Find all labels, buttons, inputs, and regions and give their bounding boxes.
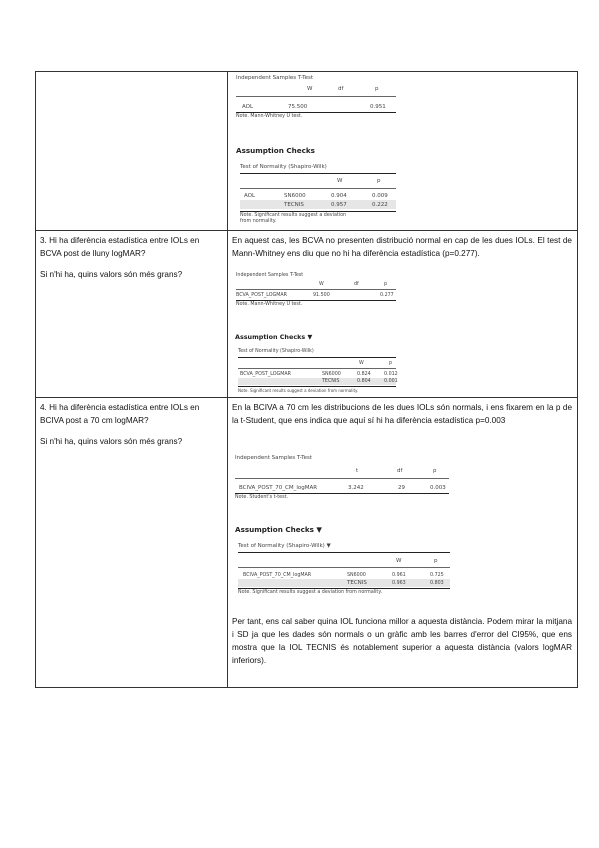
question-4 <box>40 401 222 456</box>
norm-row1-p: 0.012 <box>384 372 398 377</box>
ttest-note: Note. Mann-Whitney U test. <box>236 302 303 307</box>
ttest-title: Independent Samples T-Test <box>236 75 314 81</box>
normality-title: Test of Normality (Shapiro-Wilk) ▼ <box>238 543 331 549</box>
norm-col-w: W <box>337 178 343 184</box>
col-header-p: p <box>384 282 388 287</box>
assumption-checks-title: Assumption Checks <box>236 146 315 155</box>
row-divider <box>36 230 577 231</box>
norm-row2-group: TECNIS <box>284 202 304 208</box>
question-3-followup: Si n'hi ha, quins valors són més grans? <box>40 270 183 279</box>
norm-row2-w: 0.957 <box>331 202 347 208</box>
jasp-output-row3 <box>234 455 446 600</box>
answer-4-text: En la BCIVA a 70 cm les distribucions de les dues IOLs són normals, i ens fixarem en la p de la t-Student, que ens indica que aquí sí hi ha diferència estadística p=0.003 <box>232 403 572 425</box>
assumption-checks-title: Assumption Checks ▼ <box>235 525 322 534</box>
ttest-row-p: 0.951 <box>370 104 386 110</box>
norm-row2-p: 0.222 <box>372 202 388 208</box>
normality-title: Test of Normality (Shapiro-Wilk) <box>238 349 314 354</box>
jasp-output-row2 <box>234 273 414 395</box>
ttest-row-w: 75.500 <box>288 104 308 110</box>
norm-row1-p: 0.725 <box>430 573 444 578</box>
ttest-row-df: 29 <box>398 485 405 491</box>
norm-col-p: p <box>377 178 381 184</box>
col-header-w: W <box>307 86 313 92</box>
assumption-checks-title: Assumption Checks ▼ <box>235 333 313 341</box>
norm-row2-group: TECNIS <box>322 379 340 384</box>
norm-row2-p: 0.001 <box>384 379 398 384</box>
norm-row1-w: 0.961 <box>392 573 406 578</box>
col-header-p: p <box>433 468 437 474</box>
ttest-row-label: AOL <box>242 104 254 110</box>
row-divider <box>36 397 577 398</box>
norm-col-p: p <box>434 558 438 564</box>
col-header-t: t <box>356 468 359 474</box>
norm-row1-w: 0.904 <box>331 193 347 199</box>
norm-row1-group: SN6000 <box>322 372 341 377</box>
question-3-text: 3. Hi ha diferència estadística entre IOLs en BCVA post de lluny logMAR? <box>40 236 200 258</box>
column-divider <box>227 72 228 687</box>
col-header-p: p <box>375 86 379 92</box>
question-4-text: 4. Hi ha diferència estadística entre IOLs en BCIVA post a 70 cm logMAR? <box>40 403 200 425</box>
col-header-df: df <box>397 468 403 474</box>
col-header-w: W <box>319 282 324 287</box>
norm-col-w: W <box>396 558 402 564</box>
ttest-row-label: BCIVA_POST_70_CM_logMAR <box>239 485 318 491</box>
norm-row1-p: 0.009 <box>372 193 388 199</box>
norm-row1-group: SN6000 <box>284 193 306 199</box>
col-header-df: df <box>338 86 344 92</box>
norm-col-w: W <box>359 361 364 366</box>
col-header-df: df <box>354 282 359 287</box>
answer-3-text: En aquest cas, les BCVA no presenten distribució normal en cap de les dues IOLs. El test de Mann-Whitney ens diu que no hi ha diferència estadística (p=0.277). <box>232 236 572 258</box>
norm-col-p: p <box>389 361 393 366</box>
ttest-row-label: BCVA_POST_LOGMAR <box>236 293 287 298</box>
norm-row2-group: TECNIS <box>347 580 367 586</box>
norm-row2-p: 0.803 <box>430 581 444 586</box>
ttest-row-w: 91.500 <box>313 293 330 298</box>
norm-row2-w: 0.963 <box>392 581 406 586</box>
norm-row1-label: AOL <box>244 193 256 199</box>
ttest-note: Note. Mann-Whitney U test. <box>236 114 303 119</box>
norm-row1-label: BCIVA_POST_70_CM_logMAR <box>243 573 312 578</box>
norm-row1-group: SN6000 <box>347 573 366 578</box>
ttest-title: Independent Samples T-Test <box>236 273 304 278</box>
question-4-followup: Si n'hi ha, quins valors són més grans? <box>40 437 183 446</box>
norm-row2-w: 0.804 <box>357 379 371 384</box>
normality-note: Note. Significant results suggest a deviation from normality. <box>238 590 382 595</box>
norm-row1-w: 0.824 <box>357 372 371 377</box>
ttest-row-t: 3.242 <box>348 485 364 491</box>
qa-table <box>35 71 578 688</box>
ttest-row-p: 0.277 <box>380 293 394 298</box>
ttest-row-p: 0.003 <box>430 485 446 491</box>
normality-note: Note. Significant results suggest a deviation from normality. <box>240 213 347 224</box>
ttest-note: Note. Student's t-test. <box>235 495 288 500</box>
normality-note: Note. Significant results suggest a deviation from normality. <box>238 388 359 393</box>
norm-row1-label: BCVA_POST_LOGMAR <box>240 372 291 377</box>
ttest-title: Independent Samples T-Test <box>235 455 313 461</box>
normality-title: Test of Normality (Shapiro-Wilk) <box>240 164 327 170</box>
jasp-output-row1 <box>234 72 414 230</box>
conclusion-text: Per tant, ens cal saber quina IOL funciona millor a aquesta distància. Podem mirar la mitjana i SD ja que les dades són normals o un gràfic amb les barres d'error del CI95%, que ens mostra que la IOL TECNIS és notablement superior a aquesta distància (valors logMAR inferiors). <box>232 617 572 665</box>
question-3 <box>40 234 222 289</box>
